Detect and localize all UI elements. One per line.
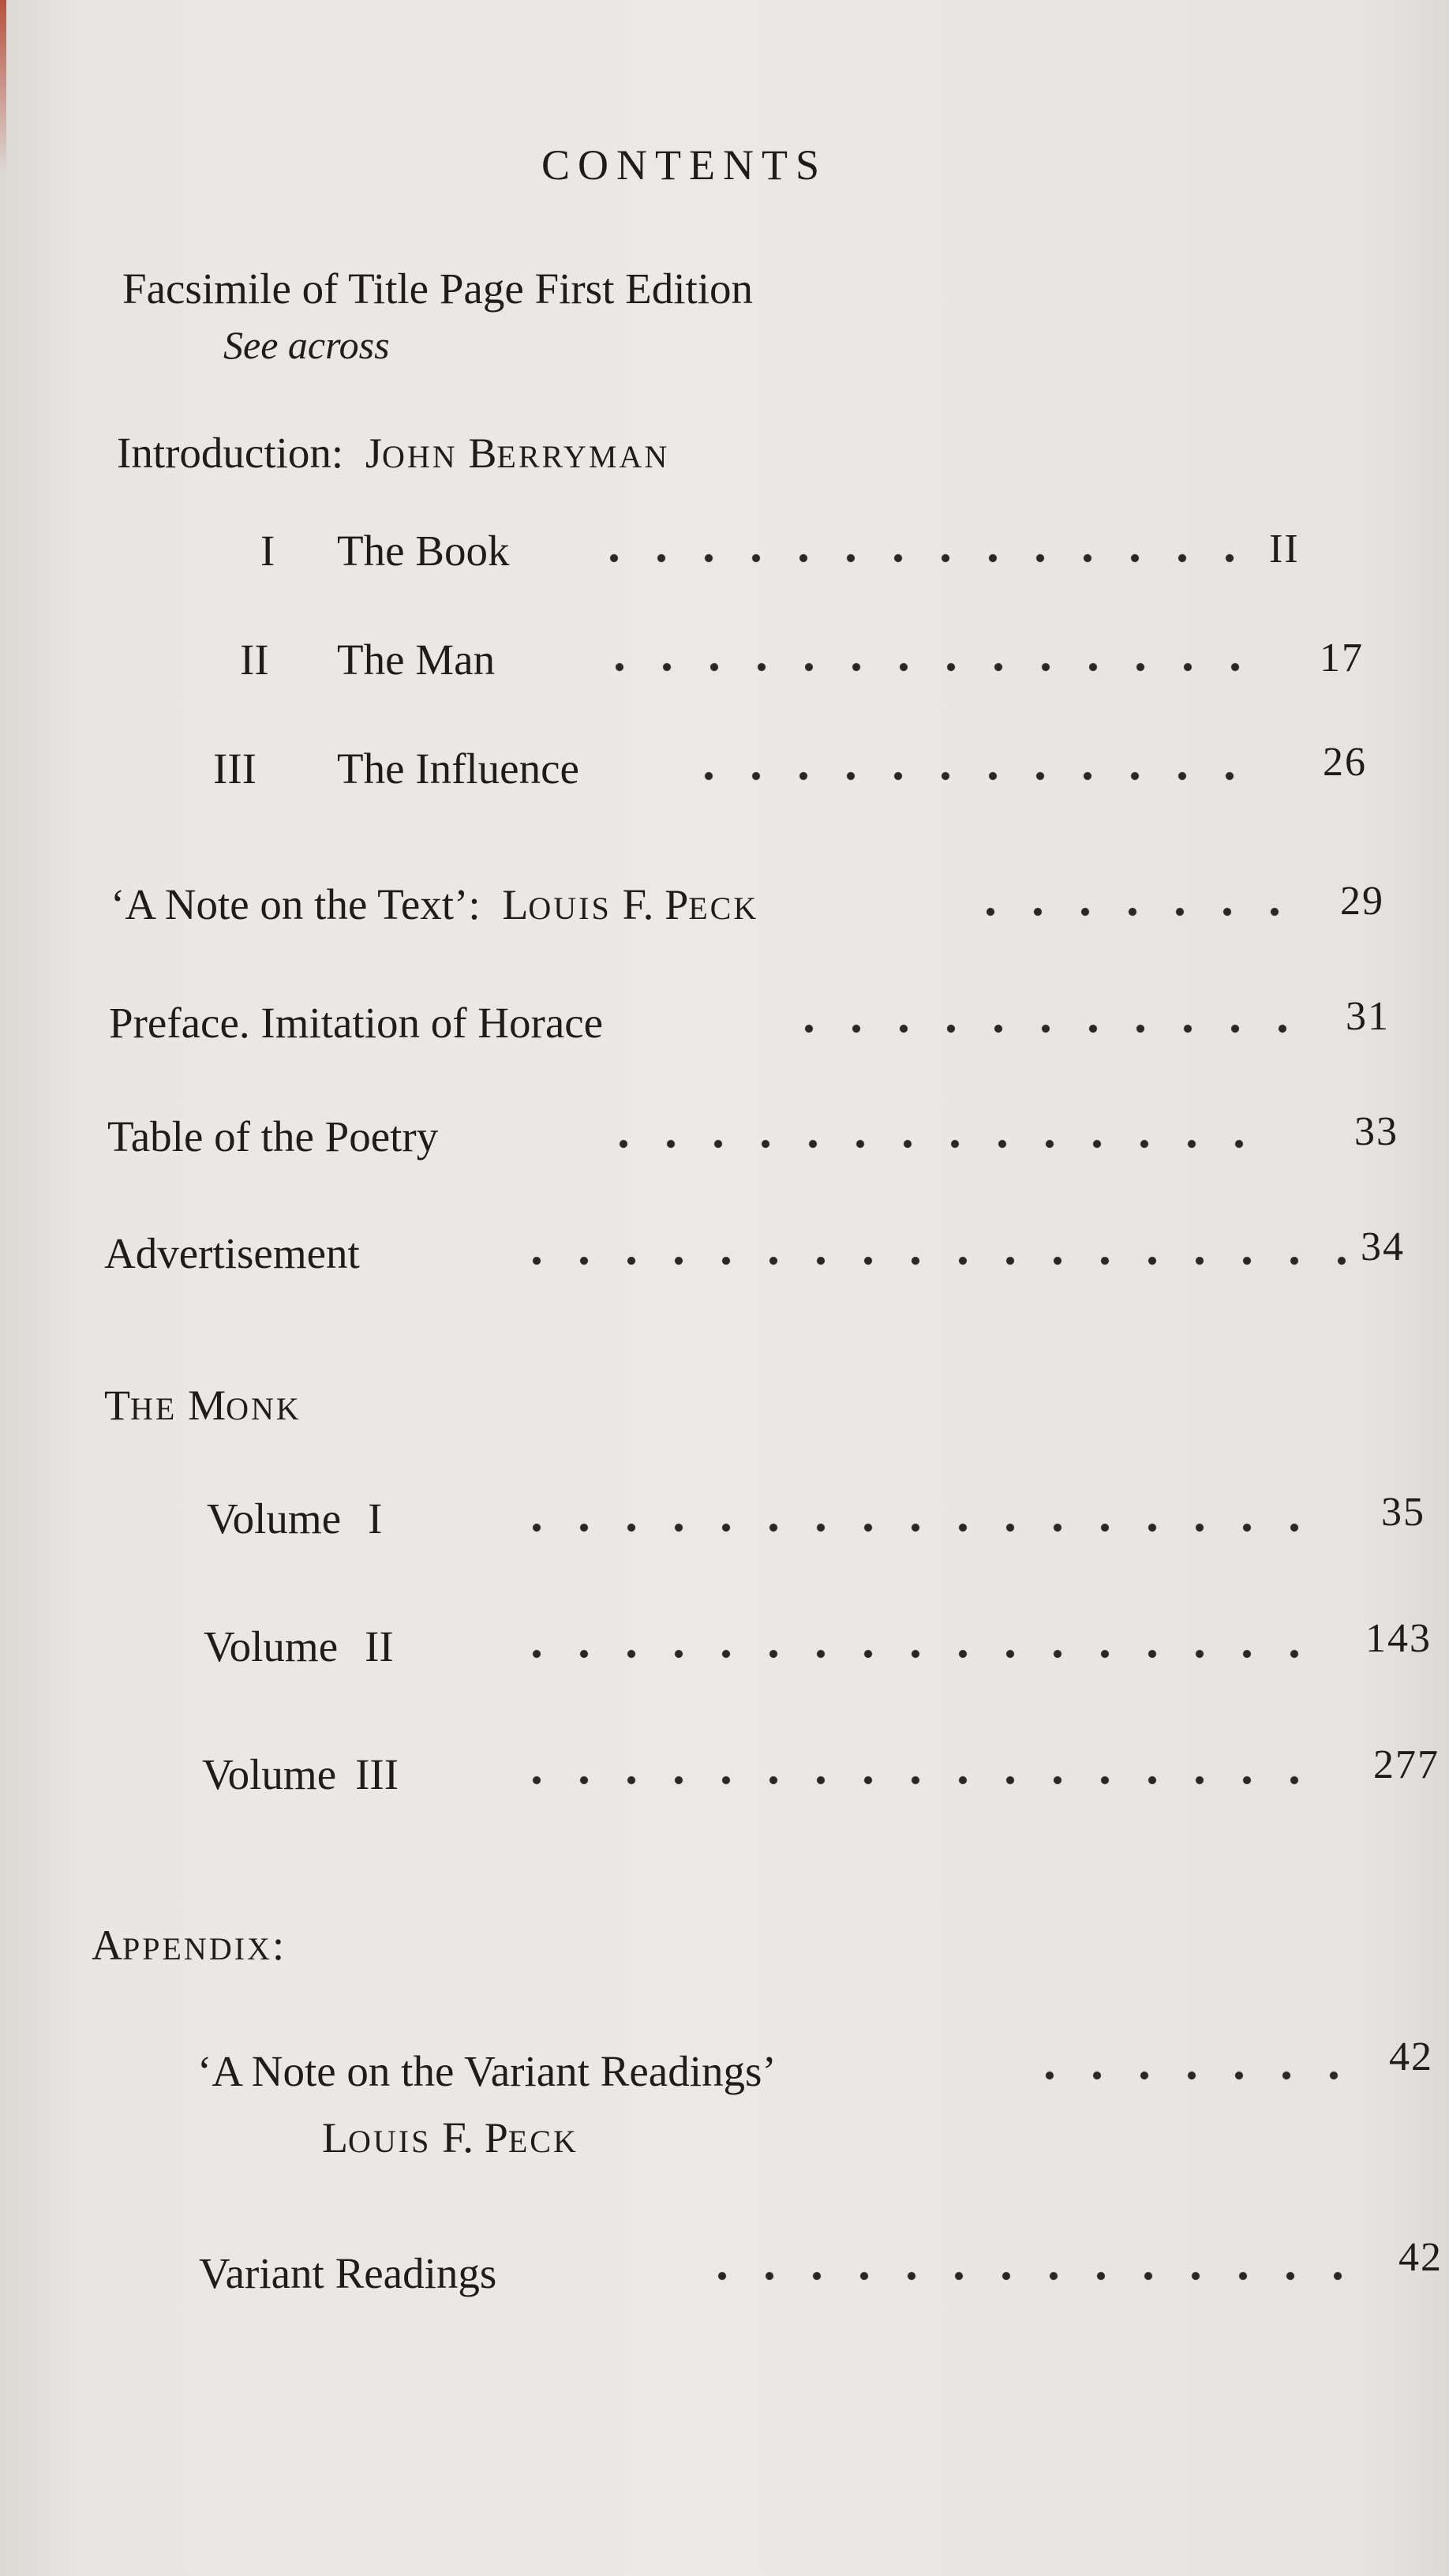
intro-part-numeral: II: [240, 636, 269, 684]
preface-entry: Preface. Imitation of Horace: [109, 999, 604, 1047]
dot-leader: [596, 662, 1255, 673]
page-number: 277: [1373, 1742, 1440, 1787]
dot-leader: [590, 553, 1245, 564]
intro-part-numeral: III: [213, 744, 256, 793]
dot-leader: [600, 1138, 1271, 1149]
page-title: CONTENTS: [541, 141, 827, 189]
page-number: II: [1269, 527, 1300, 572]
note-author: LOUIS F. PECK: [502, 880, 759, 928]
page-number: 42: [1389, 2034, 1433, 2079]
page-number: 42: [1398, 2235, 1443, 2280]
dot-leader: [513, 1775, 1326, 1786]
intro-part-label: The Man: [337, 636, 496, 684]
intro-part-label: The Book: [337, 527, 510, 575]
page-number: 35: [1381, 1490, 1425, 1535]
appendix-author: LOUIS F. PECK: [322, 2113, 578, 2162]
intro-part-label: The Influence: [337, 744, 579, 793]
dot-leader: [967, 906, 1282, 917]
dot-leader: [513, 1255, 1357, 1266]
introduction-entry: [117, 429, 670, 477]
dot-leader: [1026, 2070, 1357, 2081]
page-number: 17: [1320, 636, 1364, 681]
intro-part-numeral: I: [260, 527, 275, 575]
note-on-text-entry: ‘A Note on the Text’: LOUIS F. PECK: [110, 880, 759, 928]
volume-entry: Volume II: [204, 1622, 394, 1670]
dot-leader: [513, 1648, 1326, 1659]
dot-leader: [785, 1023, 1290, 1034]
page-number: 143: [1365, 1616, 1432, 1661]
volume-entry: Volume I: [207, 1494, 383, 1543]
facsimile-note: See across: [223, 323, 390, 367]
appendix-heading: APPENDIX:: [92, 1921, 285, 1969]
table-poetry-entry: Table of the Poetry: [107, 1112, 439, 1161]
facsimile-entry: Facsimile of Title Page First Edition: [122, 264, 754, 313]
dot-leader: [513, 1522, 1326, 1533]
advertisement-entry: Advertisement: [104, 1229, 360, 1277]
the-monk-heading: THE MONK: [104, 1382, 301, 1429]
page-number: 34: [1361, 1224, 1405, 1269]
appendix-entry: Variant Readings: [199, 2249, 497, 2297]
introduction-label: Introduction:: [117, 429, 344, 477]
page-number: 26: [1323, 740, 1367, 785]
page-number: 31: [1346, 994, 1390, 1039]
page-number: 29: [1340, 879, 1384, 924]
appendix-entry: ‘A Note on the Variant Readings’: [197, 2047, 777, 2095]
page-edge-shadow: [0, 0, 6, 174]
introduction-author: JOHN BERRYMAN: [365, 429, 670, 477]
dot-leader: [698, 2270, 1354, 2282]
page-number: 33: [1354, 1109, 1398, 1154]
volume-entry: Volume III: [202, 1750, 399, 1798]
dot-leader: [685, 771, 1269, 782]
